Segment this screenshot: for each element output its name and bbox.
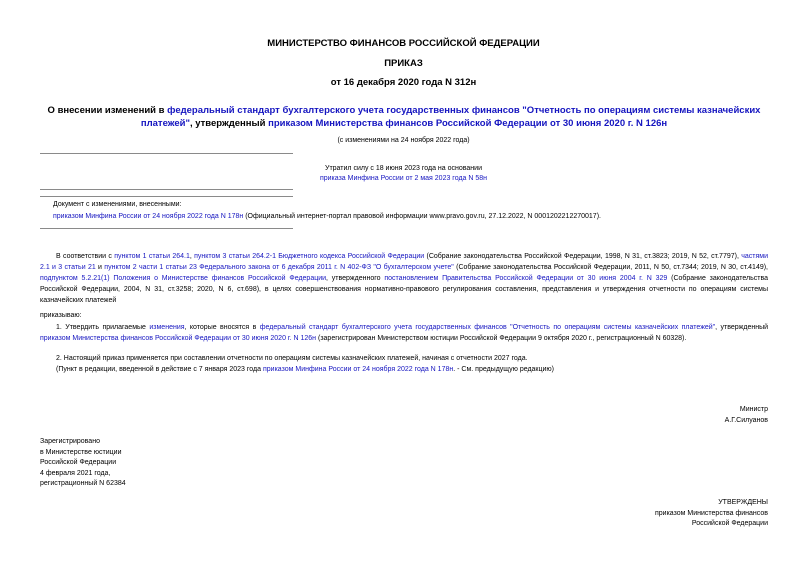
registration-line: регистрационный N 62384 — [40, 480, 126, 487]
order-126n-link[interactable]: приказом Министерства финансов Российской Федерации от 30 июня 2020 г. N 126н — [268, 118, 668, 129]
law-402fz-link[interactable]: пунктом 2 части 1 статьи 23 Федерального закона от 6 декабря 2011 г. N 402-ФЗ "О бухгалтерском учете" — [104, 264, 454, 271]
registration-line: 4 февраля 2021 года, — [40, 469, 111, 477]
date-number-heading: от 16 декабря 2020 года N 312н — [330, 77, 477, 88]
item-2-note-text: . - См. предыдущую редакцию) — [453, 366, 554, 373]
changes-notice — [53, 200, 768, 222]
item-1-text: 1. Утвердить прилагаемые — [56, 324, 150, 331]
divider-rule — [40, 153, 293, 154]
preamble-text: (Собрание законодательства Российской Федерации, 1998, N 31, ст.3823; 2019, N 52, ст.7797), — [424, 253, 742, 260]
order-178n-link[interactable]: приказом Минфина России от 24 ноября 2022 года N 178н — [53, 213, 244, 220]
budget-code-264-1-link[interactable]: пунктом 1 статьи 264.1 — [114, 253, 190, 260]
item-1-text: , которые вносятся в — [184, 324, 260, 331]
title-prefix: О внесении изменений в — [47, 105, 168, 116]
doc-type-heading: ПРИКАЗ — [384, 58, 423, 69]
item-1-paragraph — [40, 322, 768, 344]
approved-line: приказом Министерства финансов — [654, 509, 768, 517]
revision-note: (с изменениями на 24 ноября 2022 года) — [337, 137, 470, 144]
registration-block — [40, 437, 126, 490]
signature-name: А.Г.Силуанов — [724, 416, 768, 424]
divider-rule — [40, 196, 293, 197]
preamble-text: , утвержденного — [326, 275, 385, 282]
approved-line: УТВЕРЖДЕНЫ — [718, 499, 768, 506]
approved-line: Российской Федерации — [691, 520, 768, 527]
item-2-paragraph — [40, 353, 768, 375]
title-middle: , утвержденный — [189, 118, 269, 129]
fsbu-standard-link[interactable]: федеральный стандарт бухгалтерского учета государственных финансов "Отчетность по операциям системы казначейских платежей" — [140, 105, 761, 129]
registration-line: Зарегистрировано — [40, 438, 100, 445]
signature-position: Министр — [739, 406, 768, 413]
order-58n-link[interactable]: приказа Минфина России от 2 мая 2023 года N 58н — [319, 175, 488, 182]
preamble-text: (Собрание законодательства Российской Федерации, 2004, N 31, ст.3258; 2020, N 6, ст.698), в целях совершенствования нормативно-правового регулирования составления, представления и утверждения отчетности по операциям системы казначейских платежей — [40, 275, 768, 304]
law-article-21-link[interactable]: частями 2.1 и 3 статьи 21 — [40, 253, 768, 271]
changes-source: (Официальный интернет-портал правовой информации www.pravo.gov.ru, 27.12.2022, N 0001202212270017). — [243, 213, 601, 220]
document-title — [40, 104, 768, 130]
item-2-note — [40, 364, 768, 375]
approved-block — [655, 498, 768, 530]
changes-label: Документ с изменениями, внесенными: — [53, 201, 182, 208]
divider-rule — [40, 228, 293, 229]
preamble-text: и — [95, 264, 105, 271]
item-2-text: 2. Настоящий приказ применяется при составлении отчетности по операциям системы казначейских платежей, начиная с отчетности 2027 года. — [56, 355, 528, 362]
order-126n-link[interactable]: приказом Министерства финансов Российской Федерации от 30 июня 2020 г. N 126н — [40, 335, 317, 342]
item-1-text: , утвержденный — [715, 324, 769, 331]
regulation-5-2-21-link[interactable]: подпунктом 5.2.21(1) Положения о Министерстве финансов Российской Федерации — [40, 275, 327, 282]
expired-notice — [296, 164, 511, 184]
item-1-text: (зарегистрирован Министерством юстиции Российской Федерации 9 октября 2020 г., регистрационный N 60328). — [316, 335, 687, 342]
ministry-heading: МИНИСТЕРСТВО ФИНАНСОВ РОССИЙСКОЙ ФЕДЕРАЦИИ — [267, 38, 540, 49]
fsbu-standard-link[interactable]: федеральный стандарт бухгалтерского учета государственных финансов "Отчетность по операциям системы казначейских платежей" — [259, 324, 716, 331]
resolution-329-link[interactable]: постановлением Правительства Российской Федерации от 30 июня 2004 г. N 329 — [384, 275, 668, 282]
order-word: приказываю: — [40, 312, 82, 319]
registration-line: Российской Федерации — [40, 459, 117, 466]
registration-line: в Министерстве юстиции — [40, 448, 122, 456]
budget-code-264-2-1-link[interactable]: пунктом 3 статьи 264.2-1 Бюджетного кодекса Российской Федерации — [194, 253, 425, 260]
changes-link[interactable]: изменения — [149, 324, 185, 331]
item-2-note-text: (Пункт в редакции, введенной в действие с 7 января 2023 года — [56, 366, 263, 373]
expired-line: Утратил силу с 18 июня 2023 года на основании — [325, 165, 482, 172]
preamble-text: В соответствии с — [56, 253, 115, 260]
preamble-paragraph — [40, 251, 768, 306]
order-178n-link[interactable]: приказом Минфина России от 24 ноября 2022 года N 178н — [262, 366, 454, 373]
divider-rule — [40, 189, 293, 190]
signature-block — [725, 405, 768, 426]
preamble-text: (Собрание законодательства Российской Федерации, 2011, N 50, ст.7344; 2019, N 30, ст.4149), — [453, 264, 769, 271]
preamble-text: , — [189, 253, 195, 260]
